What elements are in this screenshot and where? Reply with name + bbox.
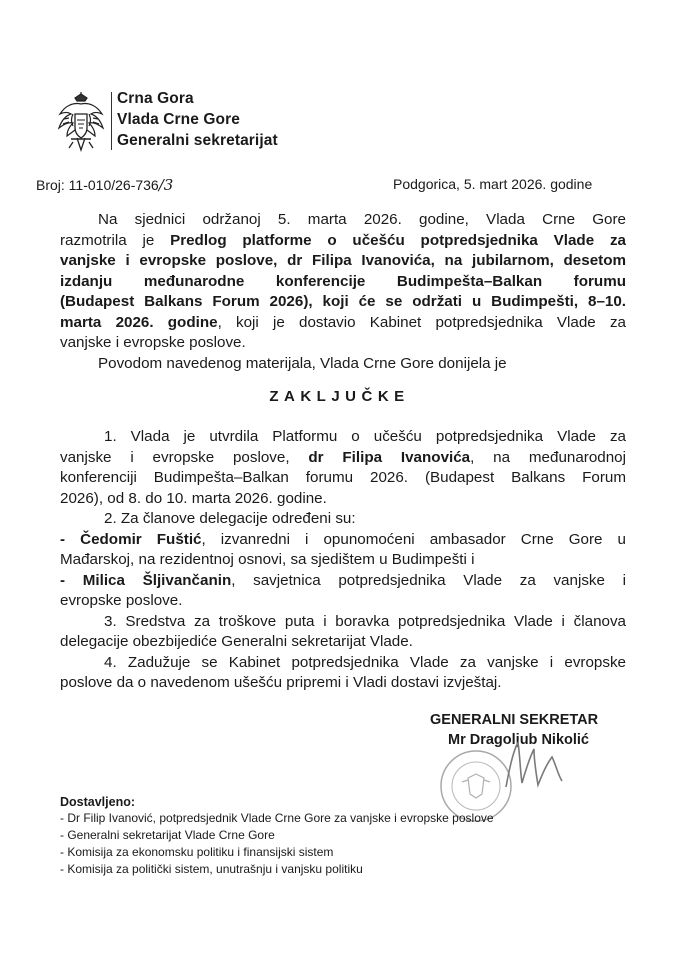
intro-line: Povodom navedenog materijala, Vlada Crne Gore donijela je [98, 354, 507, 372]
conclusion-line: 2. Za članove delegacije određeni su: [104, 510, 356, 527]
distribution-item: - Komisija za politički sistem, unutrašnju i vanjsku politiku [60, 862, 363, 876]
conclusion-line: delegacije obezbijediće Generalni sekretarijat Vlade. [60, 633, 413, 650]
distribution-item: - Komisija za ekonomsku politiku i finansijski sistem [60, 845, 334, 859]
conclusion-bold: - Čedomir Fuštić [60, 530, 202, 548]
conclusion-bold: - Milica Šljivančanin [60, 571, 232, 589]
conclusion-line: konferenciji Budimpešta–Balkan forumu 2026. (Budapest Balkans Forum [60, 469, 626, 486]
conclusion-line: poslove da o navedenom ušešću pripremi i Vladi dostavi izvještaj. [60, 674, 502, 691]
conclusion-line: 2026), od 8. do 10. marta 2026. godine. [60, 489, 327, 507]
conclusion-line: Mađarskoj, na rezidentnoj osnovi, sa sjedištem u Budimpešti i [60, 551, 475, 568]
conclusion-line [60, 530, 626, 551]
intro-bold: Predlog platforme o učešću potpredsjednika Vlade za [170, 231, 626, 249]
conclusion-bold: dr Filipa Ivanovića [308, 448, 471, 466]
conclusion-text: vanjske i evropske poslove, [60, 448, 309, 466]
conclusion-line: 1. Vlada je utvrdila Platformu o učešću potpredsjednika Vlade za [104, 428, 626, 445]
distribution-item: - Dr Filip Ivanović, potpredsjednik Vlade Crne Gore za vanjske i evropske poslove [60, 811, 494, 825]
intro-line: vanjske i evropske poslove. [60, 334, 246, 351]
intro-bold: marta 2026. godine [60, 313, 218, 331]
reference-number-text: Broj: 11-010/26-736 [36, 177, 159, 193]
conclusion-line [60, 448, 626, 469]
intro-line: izdanju međunarodne konferencije Budimpešta–Balkan forumu [60, 272, 626, 290]
place-date: Podgorica, 5. mart 2026. godine [393, 176, 593, 192]
conclusion-line [60, 571, 626, 592]
intro-line [60, 231, 626, 252]
decision-title: ZAKLJUČKE [269, 388, 410, 405]
conclusion-text: , savjetnica potpredsjednika Vlade za vanjske i [231, 571, 626, 589]
distribution-item: - Generalni sekretarijat Vlade Crne Gore [60, 828, 275, 842]
handwritten-signature [500, 735, 580, 795]
intro-line: Na sjednici održanoj 5. marta 2026. godine, Vlada Crne Gore [98, 211, 626, 228]
conclusion-text: , na međunarodnoj [470, 448, 626, 466]
intro-line [60, 313, 626, 334]
conclusions-list [60, 427, 626, 694]
signatory-name: Mr Dragoljub Nikolić [448, 732, 589, 748]
intro-line: (Budapest Balkans Forum 2026), koji će se održati u Budimpešti, 8–10. [60, 293, 626, 310]
header-government: Vlada Crne Gore [117, 111, 240, 128]
coat-of-arms-emblem [55, 92, 107, 152]
intro-text: razmotrila je [60, 231, 171, 249]
conclusion-text: , izvanredni i opunomoćeni ambasador Crne Gore u [201, 530, 626, 548]
conclusion-line: 4. Zadužuje se Kabinet potpredsjednika Vlade za vanjske i evropske [104, 653, 626, 671]
conclusion-line: evropske poslove. [60, 592, 183, 609]
header-country: Crna Gora [117, 90, 194, 107]
distribution-heading: Dostavljeno: [60, 795, 136, 809]
intro-line: vanjske i evropske poslove, dr Filipa Ivanovića, na jubilarnom, desetom [60, 252, 626, 269]
signatory-role: GENERALNI SEKRETAR [430, 712, 599, 728]
header-divider [111, 92, 112, 150]
reference-number [36, 176, 173, 194]
conclusion-line: 3. Sredstva za troškove puta i boravka potpredsjednika Vlade i članova [104, 612, 626, 630]
header-secretariat: Generalni sekretarijat [117, 132, 278, 149]
reference-handwritten-suffix: /3 [158, 176, 174, 194]
intro-paragraph [60, 210, 626, 374]
intro-text: , koji je dostavio Kabinet potpredsjednika Vlade za [217, 313, 627, 331]
